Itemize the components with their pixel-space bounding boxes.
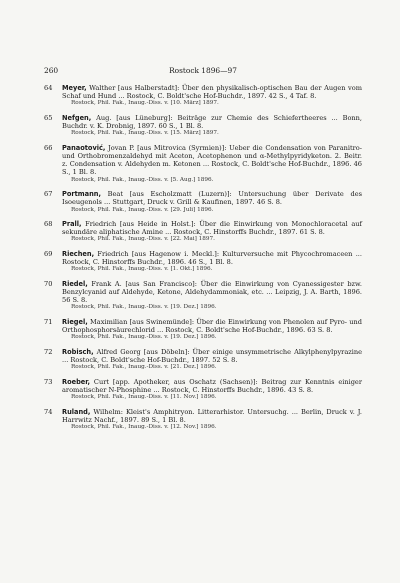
entry-number: 67: [44, 190, 53, 199]
entry-number: 72: [44, 347, 53, 356]
bibliography-entry: [44, 378, 362, 401]
entry-citation: [62, 144, 362, 177]
entry-citation: [62, 408, 362, 424]
entry-citation: [62, 378, 362, 394]
entry-number: 68: [44, 220, 53, 229]
entry-dissertation-note: Rostock, Phil. Fak., Inaug.-Diss. v. [21. Dez.] 1896.: [71, 364, 217, 371]
entry-author-surname: Nefgen,: [62, 113, 92, 122]
entry-text: Alfred Georg [aus Döbeln]: Über einige unsymmetrische Alkylphenylpyrazine ... Rostock, C. Boldt'sche Hof-Buchdr., 1897. 52 S. 8.: [62, 347, 362, 365]
entry-citation: [62, 280, 362, 305]
entry-dissertation-note: Rostock, Phil. Fak., Inaug.-Diss. v. [11. Nov.] 1896.: [71, 394, 217, 401]
entry-number: 71: [44, 317, 53, 326]
entry-number: 74: [44, 407, 53, 416]
bibliography-entry: [44, 114, 362, 137]
entry-dissertation-note: Rostock, Phil. Fak., Inaug.-Diss. v. [22. Mai] 1897.: [71, 236, 215, 243]
entry-text: Jovan P. [aus Mitrovica (Syrmien)]: Ueber die Condensation von Paranitro- und Orthobromenzaldehyd mit Aceton, Acetophenon und α-Methylpyridyketon. 2. Beitr. z. Condensation v. Aldehyden m. Ketonen ... Rostock, C. Boldt'sche Hof-Buchdr., 1896. 46 S., 1 Bl. 8.: [62, 143, 362, 177]
bibliography-entry: [44, 190, 362, 213]
bibliography-entry: [44, 408, 362, 431]
entry-dissertation-note: Rostock, Phil. Fak., Inaug.-Diss. v. [10. März] 1897.: [71, 100, 219, 107]
entry-number: 69: [44, 249, 53, 258]
entry-author-surname: Riegel,: [62, 317, 88, 326]
entry-text: Wilhelm: Kleist's Amphitryon. Litterarhistor. Untersuchg. ... Berlin, Druck v. J. Harrwitz Nachf., 1897. 89 S., 1 Bl. 8.: [62, 407, 362, 424]
entry-text: Walther [aus Halberstadt]: Über den physikalisch-optischen Bau der Augen vom Schaf und Hund ... Rostock, C. Boldt'sche Hof-Buchdr., 1897. 42 S., 4 Taf. 8.: [62, 84, 362, 101]
entry-dissertation-note: Rostock, Phil. Fak., Inaug.-Diss. v. [19. Dez.] 1896.: [71, 334, 217, 341]
entry-text: Curt [app. Apotheker, aus Oschatz (Sachsen)]: Beitrag zur Kenntnis einiger aromatischer N-Phosphine ... Rostock, C. Hinstorffs Buchdr., 1896. 43 S. 8.: [62, 377, 362, 394]
entry-text: Friedrich [aus Hagenow i. Meckl.]: Kulturversuche mit Phycochromaceen ... Rostock, C. Hinstorffs Buchdr., 1896. 46 S., 1 Bl. 8.: [62, 249, 362, 267]
entry-author-surname: Prall,: [62, 220, 82, 229]
entry-author-surname: Ruland,: [62, 407, 91, 416]
bibliography-entry: [44, 250, 362, 273]
entry-citation: [62, 348, 362, 364]
entry-author-surname: Meyer,: [62, 84, 87, 92]
bibliography-entry: [44, 318, 362, 341]
entry-dissertation-note: Rostock, Phil. Fak., Inaug.-Diss. v. [19. Dez.] 1896.: [71, 304, 217, 311]
entry-author-surname: Panaotović,: [62, 143, 106, 152]
entry-number: 73: [44, 377, 53, 386]
entry-text: Maximilian [aus Swinemünde]: Über die Einwirkung von Phenolen auf Pyro- und Orthophosphorsäurechlorid ... Rostock, C. Boldt'sche Hof-Buchdr., 1896. 63 S. 8.: [62, 317, 362, 335]
entry-dissertation-note: Rostock, Phil. Fak., Inaug.-Diss. v. [5. Aug.] 1896.: [71, 176, 214, 183]
entry-citation: [62, 220, 362, 236]
entry-text: Friedrich [aus Heide in Holst.]: Über die Einwirkung von Monochloracetal auf sekundäre aliphatische Amine ... Rostock, C. Hinstorffs Buchdr., 1897. 61 S. 8.: [62, 220, 362, 237]
page-number: 260: [44, 66, 59, 75]
bibliography-entry: [44, 220, 362, 243]
entry-number: 64: [44, 84, 53, 92]
running-title: Rostock 1896—97: [169, 66, 237, 75]
bibliography-entry: [44, 348, 362, 371]
entry-author-surname: Riechen,: [62, 249, 95, 258]
entry-citation: [62, 190, 362, 206]
page-header: [44, 66, 362, 78]
bibliography-entry: [44, 280, 362, 312]
entry-text: Aug. [aus Lüneburg]: Beiträge zur Chemie des Schiefertheeres ... Bonn, Buchdr. v. K. Drobnig, 1897. 60 S., 1 Bl. 8.: [62, 113, 362, 131]
entry-dissertation-note: Rostock, Phil. Fak., Inaug.-Diss. v. [12. Nov.] 1896.: [71, 424, 217, 431]
entry-text: Frank A. [aus San Francisco]: Über die Einwirkung von Cyanessigester bzw. Benzylcyanid auf Aldehyde, Ketone, Aldehydammoniak, etc. ... Leipzig, J. A. Barth, 1896. 56 S. 8.: [62, 279, 362, 305]
entry-citation: [62, 318, 362, 334]
entry-citation: [62, 250, 362, 266]
entry-dissertation-note: Rostock, Phil. Fak., Inaug.-Diss. v. [29. Juli] 1896.: [71, 206, 214, 213]
entry-citation: [62, 114, 362, 130]
entry-text: Beat [aus Escholzmatt (Luzern)]: Untersuchung über Derivate des Isoeugenols ... Stuttgart, Druck v. Grill & Kaufinen, 1897. 46 S. 8.: [62, 190, 362, 207]
entry-author-surname: Portmann,: [62, 190, 101, 199]
entry-dissertation-note: Rostock, Phil. Fak., Inaug.-Diss. v. [15. März] 1897.: [71, 130, 219, 137]
entry-author-surname: Robisch,: [62, 347, 94, 356]
entry-number: 70: [44, 279, 53, 288]
entry-author-surname: Roeber,: [62, 377, 91, 386]
bibliography-entry: [44, 144, 362, 184]
entry-dissertation-note: Rostock, Phil. Fak., Inaug.-Diss. v. [1. Okt.] 1896.: [71, 266, 213, 273]
bibliography-entry: [44, 84, 362, 107]
entry-number: 66: [44, 143, 53, 152]
entry-citation: [62, 84, 362, 100]
entry-author-surname: Riedel,: [62, 279, 88, 288]
entry-number: 65: [44, 113, 53, 122]
